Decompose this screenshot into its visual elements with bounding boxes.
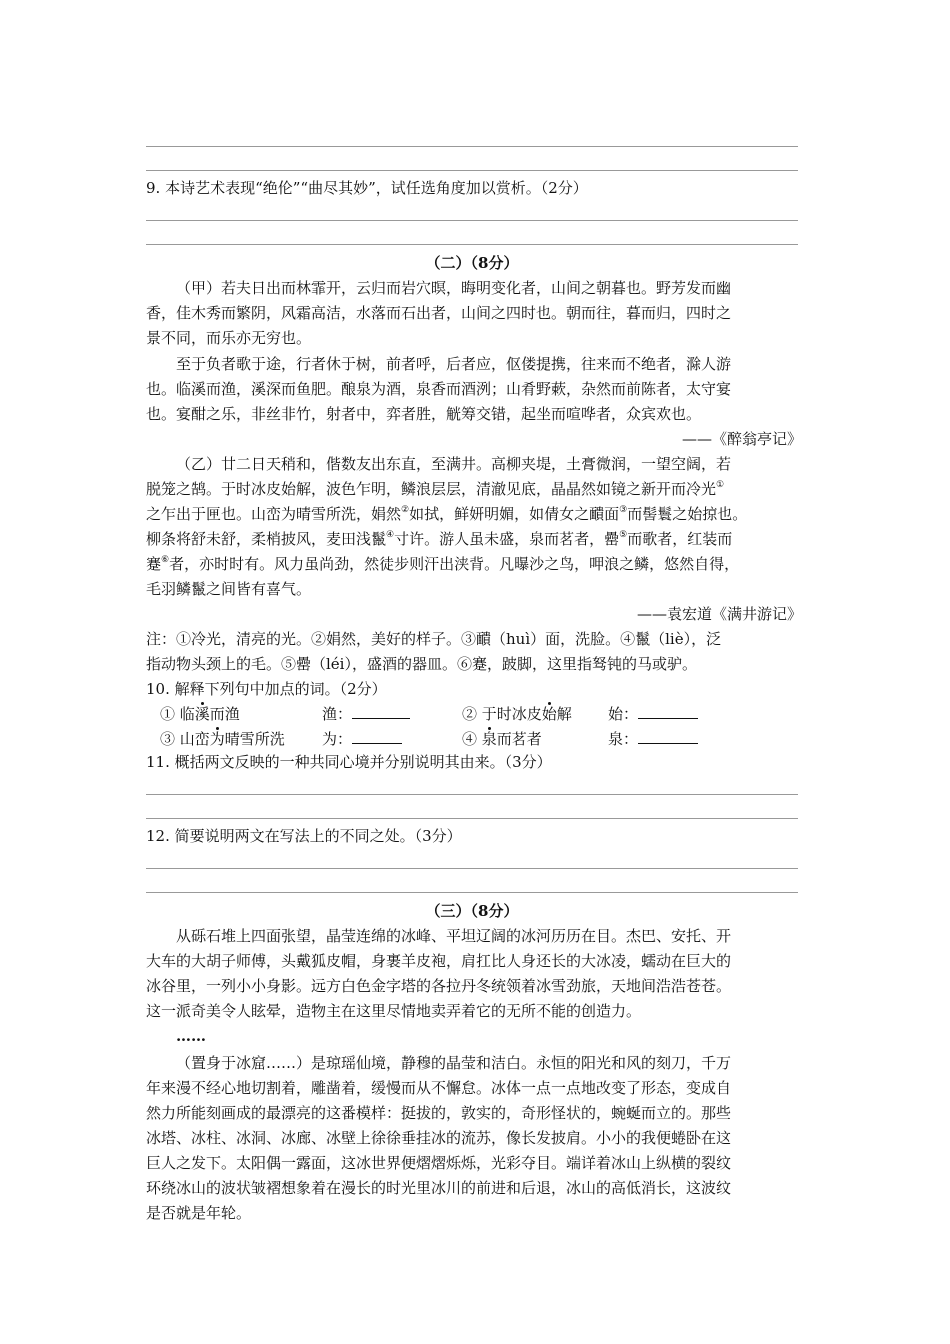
answer-blank[interactable] xyxy=(638,704,698,719)
passage-jia-line: 也。宴酣之乐，非丝非竹，射者中，弈者胜，觥筹交错，起坐而喧哗者，众宾欢也。 xyxy=(146,405,702,423)
q10-item-3 xyxy=(160,729,285,749)
passage-yi-line: （乙）廿二日天稍和，偕数友出东直，至满井。高柳夹堤，土膏微润，一望空阔，若 xyxy=(176,455,732,473)
q10-label: 始： xyxy=(608,705,639,723)
passage-yi-text: 脱笼之鹄。于时冰皮始解，波色乍明，鳞浪层层，清澈见底，晶晶然如镜之新开而冷光 xyxy=(146,480,717,498)
passage-3-line: 然力所能刻画成的最漂亮的这番模样：挺拔的，敦实的，奇形怪状的，蜿蜒而立的。那些 xyxy=(146,1104,732,1122)
dotted-char: 泉 xyxy=(481,730,497,748)
footnote-mark: ⑥ xyxy=(161,555,170,565)
answer-line xyxy=(146,818,798,819)
passage-jia-line: 香，佳木秀而繁阴，风霜高洁，水落而石出者，山间之四时也。朝而往，暮而归，四时之 xyxy=(146,304,732,322)
passage-3-ellipsis: …… xyxy=(176,1027,206,1045)
section-3-heading: （三）（8分） xyxy=(425,902,519,920)
q10-text: ① 临 xyxy=(160,705,195,723)
passage-jia-line: 至于负者歌于途，行者休于树，前者呼，后者应，伛偻提携，往来而不绝者，滁人游 xyxy=(176,355,732,373)
answer-line xyxy=(146,892,798,893)
answer-line xyxy=(146,868,798,869)
passage-yi-text: 如拭，鲜妍明媚，如倩女之靧面 xyxy=(409,505,620,523)
footnote-mark: ③ xyxy=(619,505,628,515)
passage-3-line: 是否就是年轮。 xyxy=(146,1204,252,1222)
passage-yi-text: 之乍出于匣也。山峦为晴雪所洗，娟然 xyxy=(146,505,402,523)
q10-answer-4 xyxy=(608,729,698,749)
q10-text: ④ xyxy=(462,730,482,748)
answer-blank[interactable] xyxy=(638,729,698,744)
q10-label: 为： xyxy=(322,730,353,748)
passage-yi-text: 柳条将舒未舒，柔梢披风，麦田浅鬣 xyxy=(146,530,387,548)
question-11: 11. 概括两文反映的一种共同心境并分别说明其由来。（3分） xyxy=(146,753,552,771)
q10-answer-1 xyxy=(322,704,410,724)
passage-3-line: 这一派奇美令人眩晕，造物主在这里尽情地卖弄着它的无所不能的创造力。 xyxy=(146,1002,642,1020)
q10-text: 晴雪所洗 xyxy=(224,730,285,748)
q10-item-1 xyxy=(160,704,240,724)
answer-blank[interactable] xyxy=(352,704,410,719)
q10-text: ② 于时冰皮 xyxy=(462,705,542,723)
q10-text: 而茗者 xyxy=(496,730,542,748)
question-9: 9. 本诗艺术表现“绝伦”“曲尽其妙”，试任选角度加以赏析。（2分） xyxy=(146,179,588,197)
q10-label: 渔： xyxy=(322,705,353,723)
passage-3-line: 冰谷里，一列小小身影。远方白色金字塔的各拉丹冬统领着冰雪劲旅，天地间浩浩苍苍。 xyxy=(146,977,732,995)
question-10: 10. 解释下列句中加点的词。（2分） xyxy=(146,680,387,698)
dotted-char: 溪 xyxy=(194,705,210,723)
passage-jia-line: 景不同，而乐亦无穷也。 xyxy=(146,329,312,347)
passage-yi-line xyxy=(146,529,806,549)
passage-yi-text: 蹇 xyxy=(146,555,162,573)
section-2-heading: （二）（8分） xyxy=(425,254,519,272)
answer-line xyxy=(146,794,798,795)
passage-3-line: 年来漫不经心地切割着，雕凿着，缓慢而从不懈怠。冰体一点一点地改变了形态，变成自 xyxy=(146,1079,732,1097)
footnote-mark: ② xyxy=(401,505,410,515)
passage-yi-text: 而歌者，红装而 xyxy=(627,530,733,548)
passage-yi-line xyxy=(146,554,806,574)
footnote-mark: ⑤ xyxy=(619,530,628,540)
passage-yi-line: 毛羽鳞鬣之间皆有喜气。 xyxy=(146,580,312,598)
q10-label: 泉： xyxy=(608,730,639,748)
passage-3-line: 冰塔、冰柱、冰洞、冰廊、冰壁上徐徐垂挂冰的流苏，像长发披肩。小小的我便蜷卧在这 xyxy=(146,1129,732,1147)
q10-answer-2 xyxy=(608,704,698,724)
q10-answer-3 xyxy=(322,729,402,749)
passage-yi-text: 者，亦时时有。风力虽尚劲，然徒步则汗出浃背。凡曝沙之鸟，呷浪之鳞，悠然自得， xyxy=(169,555,740,573)
passage-yi-text: 寸许。游人虽未盛，泉而茗者，罍 xyxy=(394,530,620,548)
dotted-char: 为 xyxy=(209,730,225,748)
passage-yi-line xyxy=(146,479,806,499)
passage-jia-line: 也。临溪而渔，溪深而鱼肥。酿泉为酒，泉香而酒洌；山肴野蔌，杂然而前陈者，太守宴 xyxy=(146,380,732,398)
answer-blank[interactable] xyxy=(352,729,402,744)
passage-3-line: 环绕冰山的波状皱褶想象着在漫长的时光里冰川的前进和后退，冰山的高低消长，这波纹 xyxy=(146,1179,732,1197)
footnote-mark: ① xyxy=(716,480,725,490)
passage-yi-line xyxy=(146,504,806,524)
q10-item-2 xyxy=(462,704,572,724)
question-12: 12. 简要说明两文在写法上的不同之处。（3分） xyxy=(146,827,462,845)
passage-3-line: 从砾石堆上四面张望，晶莹连绵的冰峰、平坦辽阔的冰河历历在目。杰巴、安托、开 xyxy=(176,927,732,945)
answer-line xyxy=(146,170,798,171)
passage-yi-source: ——袁宏道《满井游记》 xyxy=(636,605,802,623)
footnote-line: 指动物头颈上的毛。⑤罍（léi），盛酒的器皿。⑥蹇，跛脚，这里指驽钝的马或驴。 xyxy=(146,655,697,673)
passage-yi-text: 而髻鬟之始掠也。 xyxy=(627,505,748,523)
passage-jia-line: （甲）若夫日出而林霏开，云归而岩穴暝，晦明变化者，山间之朝暮也。野芳发而幽 xyxy=(176,279,732,297)
answer-line xyxy=(146,146,798,147)
dotted-char: 始 xyxy=(541,705,557,723)
q10-text: ③ 山峦 xyxy=(160,730,210,748)
footnote-mark: ④ xyxy=(386,530,395,540)
q10-text: 解 xyxy=(556,705,572,723)
passage-3-line: 大车的大胡子师傅，头戴狐皮帽，身裹羊皮袍，肩扛比人身还长的大冰凌，蠕动在巨大的 xyxy=(146,952,732,970)
answer-line xyxy=(146,244,798,245)
passage-3-line: 巨人之发下。太阳偶一露面，这冰世界便熠熠烁烁，光彩夺目。端详着冰山上纵横的裂纹 xyxy=(146,1154,732,1172)
q10-item-4 xyxy=(462,729,542,749)
answer-line xyxy=(146,220,798,221)
passage-jia-source: ——《醉翁亭记》 xyxy=(681,430,802,448)
q10-text: 而渔 xyxy=(209,705,240,723)
footnote-line: 注：①冷光，清亮的光。②娟然，美好的样子。③靧（huì）面，洗脸。④鬣（liè），泛 xyxy=(146,630,722,648)
passage-3-line: （置身于冰窟……）是琼瑶仙境，静穆的晶莹和洁白。永恒的阳光和风的刻刀，千万 xyxy=(176,1054,732,1072)
